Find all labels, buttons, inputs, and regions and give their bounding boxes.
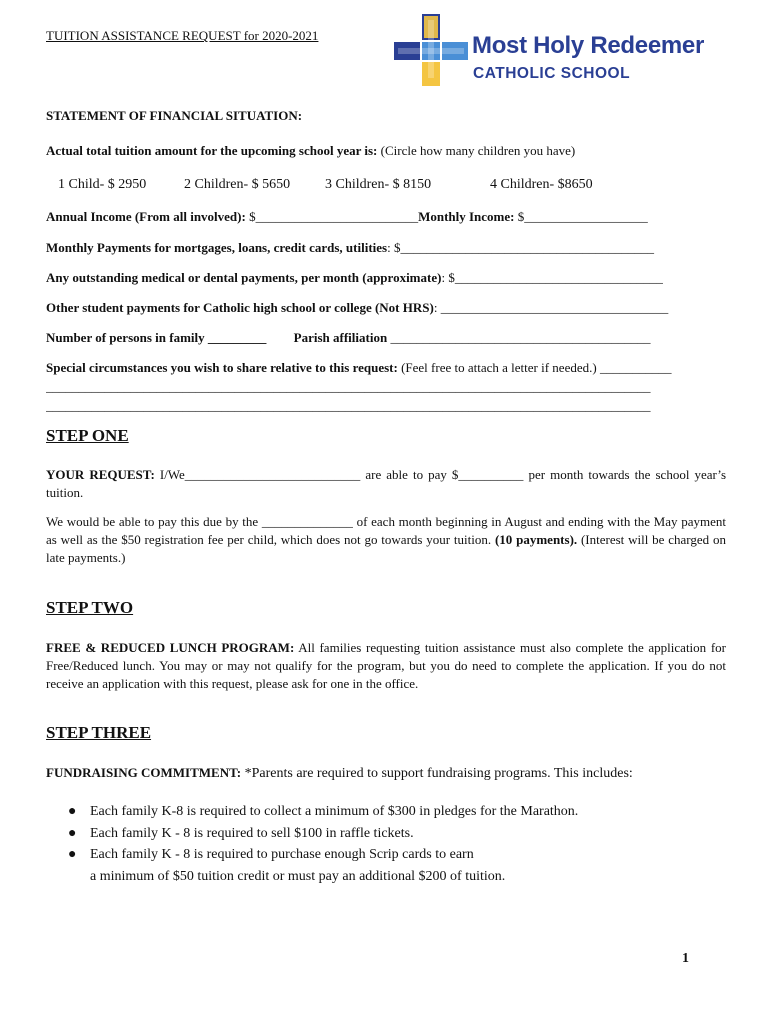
- request-text[interactable]: I/We___________________________ are able to pay $__________ per month towards the school year’s tuition.: [46, 467, 727, 500]
- fundraising-label: FUNDRAISING COMMITMENT:: [46, 765, 242, 780]
- list-item: ● Each family K - 8 is required to purchase enough Scrip cards to earn: [68, 844, 578, 866]
- income-line: [46, 209, 648, 225]
- choice-4-children: 4 Children- $8650: [490, 177, 593, 192]
- special-blank-1[interactable]: _____________________________________________________________________________________________: [46, 379, 651, 394]
- payment-count: (10 payments).: [494, 532, 578, 547]
- fundraising-list: [68, 801, 578, 887]
- fundraising-text: *Parents are required to support fundraising programs. This includes:: [241, 766, 633, 781]
- payment-interest-note: (Interest will be charged on late payments.): [46, 532, 726, 565]
- persons-label[interactable]: Number of persons in family _________: [46, 330, 267, 345]
- financial-heading: STATEMENT OF FINANCIAL SITUATION:: [46, 108, 303, 123]
- list-item: ● Each family K - 8 is required to sell $100 in raffle tickets.: [68, 823, 578, 845]
- annual-income-field[interactable]: $_________________________: [249, 209, 419, 224]
- other-student-line: [46, 300, 668, 316]
- choice-3-children: 3 Children- $ 8150: [325, 177, 432, 192]
- step-two-heading: STEP TWO: [46, 598, 134, 617]
- request-paragraph: [46, 466, 726, 502]
- monthly-payments-field[interactable]: : $_______________________________________: [387, 240, 654, 255]
- step-three-heading: STEP THREE: [46, 723, 152, 742]
- medical-label: Any outstanding medical or dental payments, per month (approximate): [46, 270, 442, 285]
- payment-text[interactable]: We would be able to pay this due by the ______________ of each month beginning in August and ending with the May payment as well as the $50 registration fee per child, which does not go towards your tuition.: [46, 514, 726, 547]
- tuition-label: Actual total tuition amount for the upcoming school year is:: [46, 143, 378, 158]
- lunch-label: FREE & REDUCED LUNCH PROGRAM:: [46, 640, 295, 655]
- special-blank-2[interactable]: _____________________________________________________________________________________________: [46, 398, 651, 413]
- choice-2-children: 2 Children- $ 5650: [184, 177, 291, 192]
- fundraising-line: [46, 765, 633, 782]
- bullet-icon: ●: [68, 847, 77, 862]
- family-line: [46, 330, 650, 346]
- cross-logo-icon: [394, 14, 468, 86]
- list-item-continuation: a minimum of $50 tuition credit or must pay an additional $200 of tuition.: [90, 868, 506, 884]
- lunch-paragraph: [46, 639, 726, 693]
- other-student-field[interactable]: : ___________________________________: [433, 300, 669, 315]
- logo-school-subtitle: CATHOLIC SCHOOL: [473, 65, 631, 82]
- step-one-heading: STEP ONE: [46, 426, 129, 445]
- medical-field[interactable]: : $________________________________: [441, 270, 663, 285]
- school-logo: [394, 14, 734, 86]
- page-number: 1: [682, 951, 689, 966]
- request-label: YOUR REQUEST:: [46, 467, 155, 482]
- monthly-payments-line: [46, 240, 654, 256]
- form-title: TUITION ASSISTANCE REQUEST for 2020-2021: [46, 28, 319, 43]
- tuition-line: [46, 143, 575, 159]
- tuition-note: (Circle how many children you have): [380, 143, 576, 158]
- annual-income-label: Annual Income (From all involved):: [46, 209, 250, 224]
- lunch-text: All families requesting tuition assistance must also complete the application for Free/Reduced lunch. You may or may not qualify for the program, but you do need to complete the application. If you do not receive an application with this request, please ask for one in the office.: [46, 640, 726, 691]
- parish-label: Parish affiliation: [293, 330, 391, 345]
- special-line: [46, 360, 671, 376]
- monthly-payments-label: Monthly Payments for mortgages, loans, credit cards, utilities: [46, 240, 388, 255]
- bullet-icon: ●: [68, 825, 77, 841]
- list-item: ● Each family K-8 is required to collect a minimum of $300 in pledges for the Marathon.: [68, 801, 578, 823]
- monthly-income-label: Monthly Income:: [418, 209, 518, 224]
- monthly-income-field[interactable]: $___________________: [517, 209, 648, 224]
- special-note[interactable]: (Feel free to attach a letter if needed.) ___________: [397, 360, 672, 375]
- special-label: Special circumstances you wish to share relative to this request:: [46, 360, 398, 375]
- bullet-icon: ●: [68, 804, 77, 819]
- other-student-label: Other student payments for Catholic high school or college (Not HRS): [46, 300, 434, 315]
- logo-school-name: Most Holy Redeemer: [472, 32, 704, 59]
- choice-1-child: 1 Child- $ 2950: [58, 177, 147, 192]
- parish-field[interactable]: ________________________________________: [390, 330, 651, 345]
- payment-paragraph: [46, 513, 726, 567]
- medical-line: [46, 270, 663, 286]
